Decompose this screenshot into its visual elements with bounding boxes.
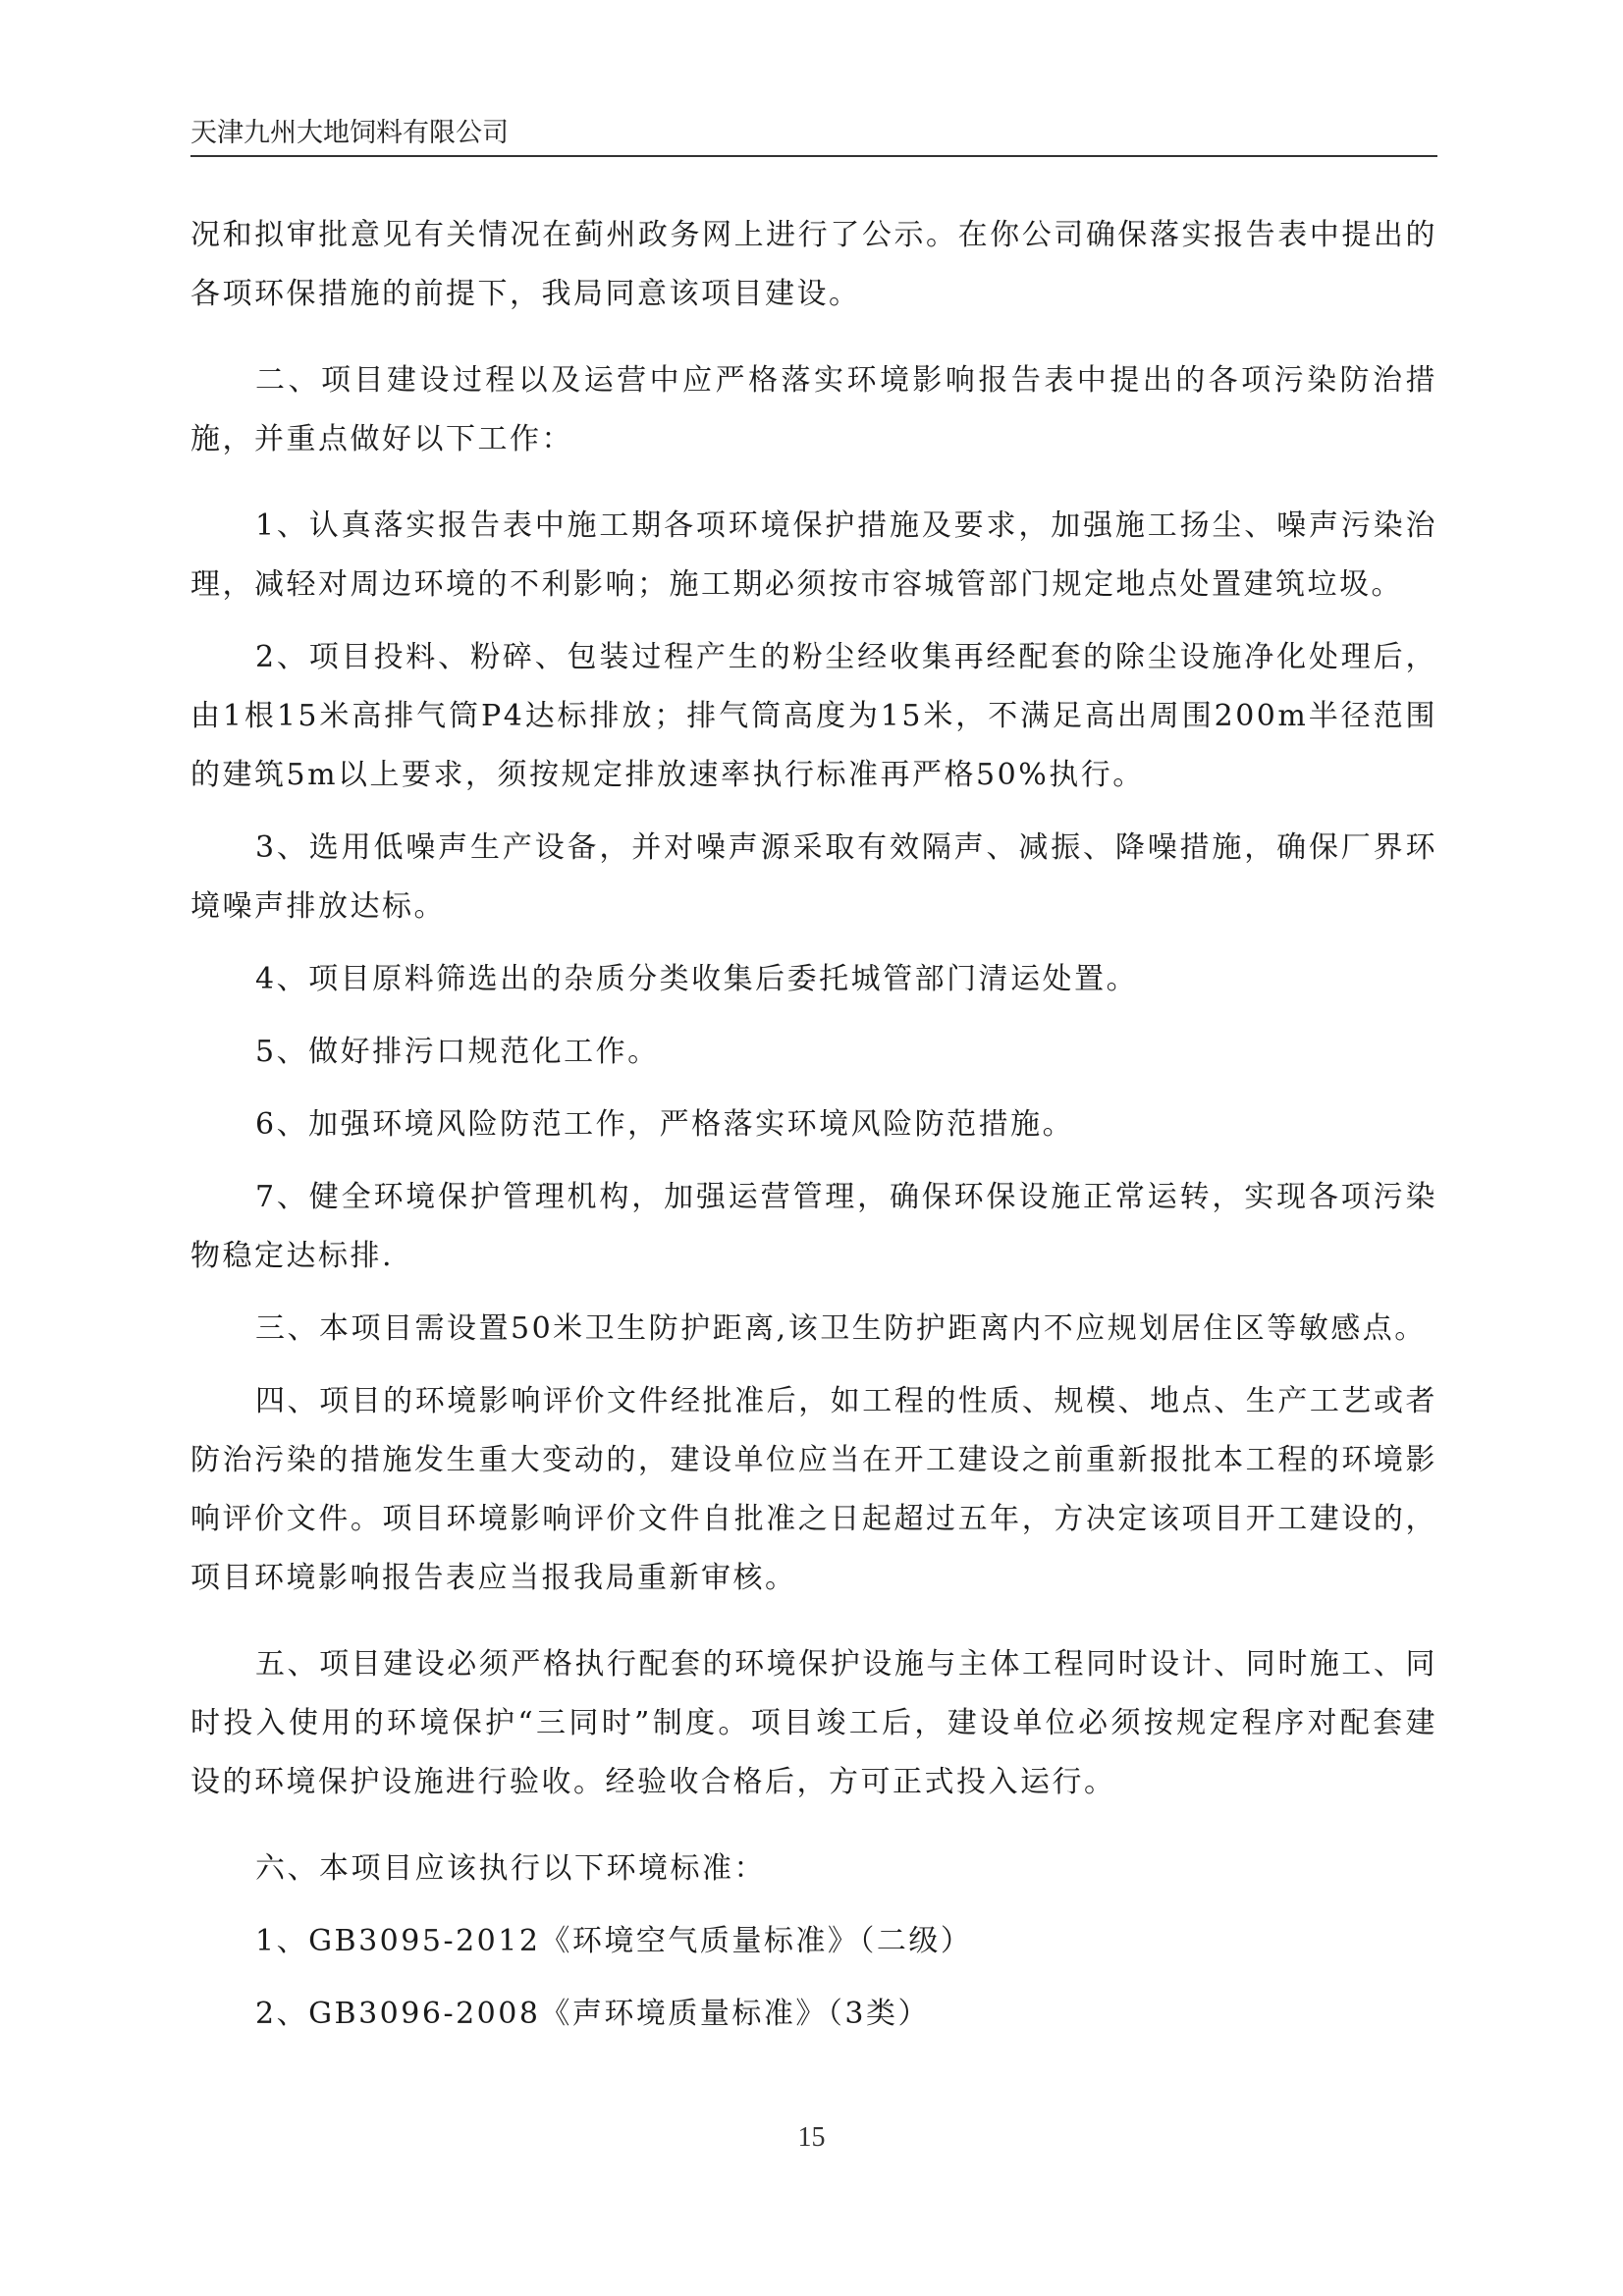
paragraph-standard-2: 2、GB3096-2008《声环境质量标准》（3类） <box>255 1997 931 2031</box>
page-number: 15 <box>797 2122 826 2153</box>
company-name: 天津九州大地饲料有限公司 <box>190 118 509 148</box>
paragraph-section-5: 五、项目建设必须严格执行配套的环境保护设施与主体工程同时设计、同时施工、同时投入使用的环境保护“三同时”制度。项目竣工后，建设单位必须按规定程序对配套建设的环境保护设施进行验收。经验收合格后，方可正式投入运行。 <box>190 1647 1437 1799</box>
paragraph-section-6: 六、本项目应该执行以下环境标准： <box>255 1851 766 1886</box>
page-header <box>190 114 1437 153</box>
paragraph-section-2: 二、项目建设过程以及运营中应严格落实环境影响报告表中提出的各项污染防治措施，并重点做好以下工作： <box>190 363 1437 456</box>
paragraph-item-3: 3、选用低噪声生产设备，并对噪声源采取有效隔声、减振、降噪措施，确保厂界环境噪声排放达标。 <box>190 830 1437 924</box>
paragraph-item-2: 2、项目投料、粉碎、包装过程产生的粉尘经收集再经配套的除尘设施净化处理后，由1根15米高排气筒P4达标排放；排气筒高度为15米，不满足高出周围200m半径范围的建筑5m以上要求，须按规定排放速率执行标准再严格50%执行。 <box>190 640 1437 792</box>
header-divider <box>190 155 1437 157</box>
paragraph-standard-1: 1、GB3095-2012《环境空气质量标准》（二级） <box>255 1924 973 1958</box>
paragraph-item-1: 1、认真落实报告表中施工期各项环境保护措施及要求，加强施工扬尘、噪声污染治理，减轻对周边环境的不利影响；施工期必须按市容城管部门规定地点处置建筑垃圾。 <box>190 508 1437 602</box>
paragraph-continuation: 况和拟审批意见有关情况在蓟州政务网上进行了公示。在你公司确保落实报告表中提出的各项环保措施的前提下，我局同意该项目建设。 <box>190 218 1437 311</box>
paragraph-item-5: 5、做好排污口规范化工作。 <box>255 1035 660 1069</box>
document-body <box>190 206 1437 2057</box>
paragraph-section-3: 三、本项目需设置50米卫生防护距离,该卫生防护距离内不应规划居住区等敏感点。 <box>255 1311 1427 1346</box>
paragraph-item-4: 4、项目原料筛选出的杂质分类收集后委托城管部门清运处置。 <box>255 962 1139 996</box>
paragraph-item-7: 7、健全环境保护管理机构，加强运营管理，确保环保设施正常运转，实现各项污染物稳定达标排. <box>190 1180 1437 1273</box>
paragraph-section-4: 四、项目的环境影响评价文件经批准后，如工程的性质、规模、地点、生产工艺或者防治污染的措施发生重大变动的，建设单位应当在开工建设之前重新报批本工程的环境影响评价文件。项目环境影响评价文件自批准之日起超过五年，方决定该项目开工建设的，项目环境影响报告表应当报我局重新审核。 <box>190 1384 1437 1595</box>
paragraph-item-6: 6、加强环境风险防范工作，严格落实环境风险防范措施。 <box>255 1107 1075 1142</box>
